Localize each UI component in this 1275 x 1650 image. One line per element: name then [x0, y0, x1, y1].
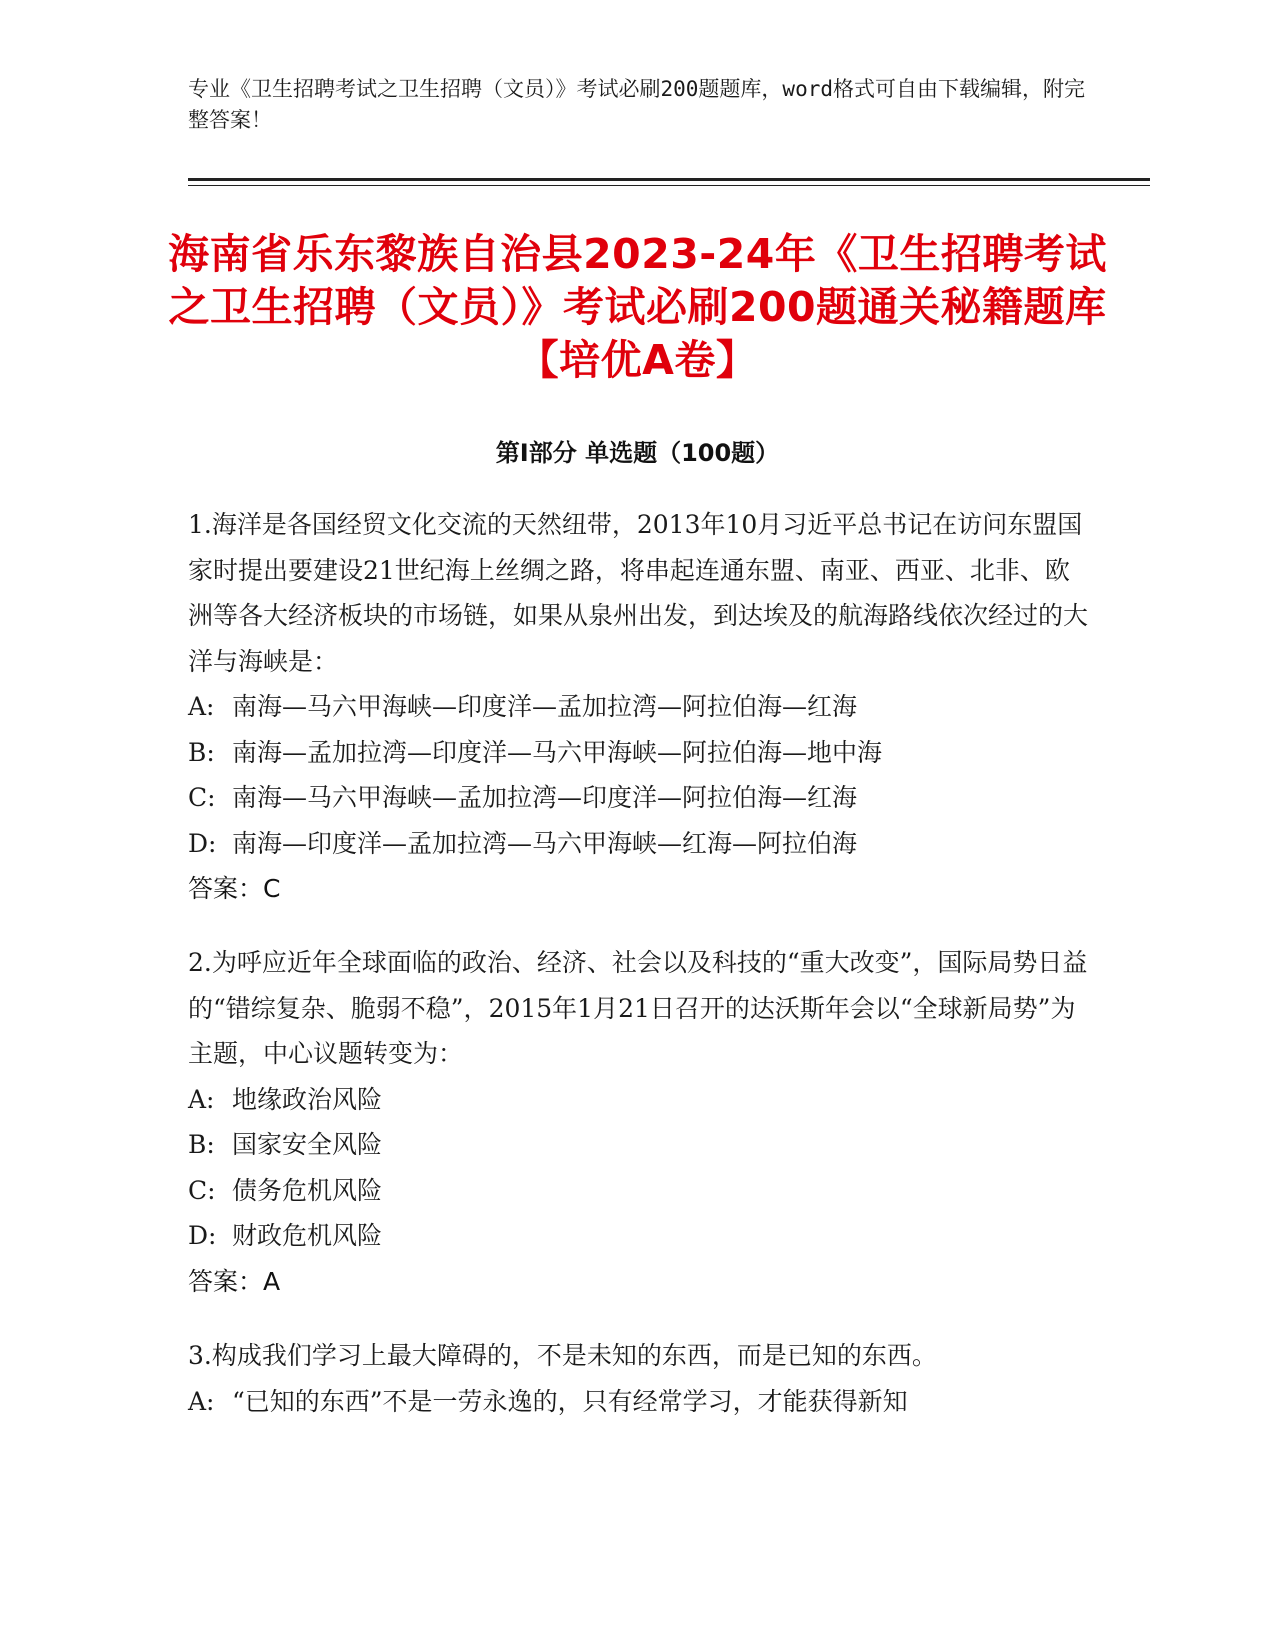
option-letter: C: — [188, 783, 216, 812]
option-c — [188, 775, 1088, 821]
option-text: 南海—马六甲海峡—印度洋—孟加拉湾—阿拉伯海—红海 — [232, 692, 858, 721]
question-stem: 3.构成我们学习上最大障碍的，不是未知的东西，而是已知的东西。 — [188, 1341, 937, 1370]
option-c — [188, 1168, 1088, 1214]
section-title: 第Ⅰ部分 单选题（100题） — [495, 439, 780, 467]
answer-line: 答案：C — [188, 874, 281, 903]
question-2 — [188, 940, 1088, 1304]
header-note: 专业《卫生招聘考试之卫生招聘（文员）》考试必刷200题题库，word格式可自由下载编辑，附完整答案！ — [188, 77, 1085, 132]
answer-line: 答案：A — [188, 1266, 281, 1296]
option-text: 南海—马六甲海峡—孟加拉湾—印度洋—阿拉伯海—红海 — [232, 783, 858, 812]
question-3 — [188, 1333, 1088, 1424]
header-divider-thick — [188, 178, 1150, 181]
option-letter: B: — [188, 737, 215, 767]
option-text: 南海—孟加拉湾—印度洋—马六甲海峡—阿拉伯海—地中海 — [232, 737, 883, 767]
option-text: 国家安全风险 — [232, 1130, 383, 1159]
option-letter: C: — [188, 1175, 216, 1205]
option-text: 南海—印度洋—孟加拉湾—马六甲海峡—红海—阿拉伯海 — [232, 828, 858, 858]
header-divider-thin — [188, 185, 1150, 186]
option-a — [188, 1379, 1088, 1425]
option-letter: D: — [188, 828, 217, 858]
option-letter: A: — [188, 1386, 215, 1416]
option-text: 地缘政治风险 — [232, 1084, 383, 1114]
option-d — [188, 1213, 1088, 1259]
option-a — [188, 1077, 1088, 1123]
question-1 — [188, 502, 1088, 912]
option-text: 财政危机风险 — [232, 1221, 383, 1250]
option-text: “已知的东西”不是一劳永逸的，只有经常学习，才能获得新知 — [232, 1386, 908, 1416]
option-letter: D: — [188, 1221, 217, 1250]
option-d — [188, 821, 1088, 867]
question-stem: 2.为呼应近年全球面临的政治、经济、社会以及科技的“重大改变”，国际局势日益的“错综复杂、脆弱不稳”，2015年1月21日召开的达沃斯年会以“全球新局势”为主题，中心议题转变为： — [188, 948, 1088, 1068]
option-text: 债务危机风险 — [232, 1175, 383, 1205]
option-letter: A: — [188, 1084, 215, 1114]
question-stem: 1.海洋是各国经贸文化交流的天然纽带，2013年10月习近平总书记在访问东盟国家时提出要建设21世纪海上丝绸之路，将串起连通东盟、南亚、西亚、北非、欧洲等各大经济板块的市场链，如果从泉州出发，到达埃及的航海路线依次经过的大洋与海峡是： — [188, 510, 1089, 676]
option-a — [188, 684, 1088, 730]
option-b — [188, 1122, 1088, 1168]
option-letter: A: — [188, 692, 215, 721]
document-title: 海南省乐东黎族自治县2023-24年《卫生招聘考试之卫生招聘（文员）》考试必刷200题通关秘籍题库【培优A卷】 — [168, 230, 1107, 384]
option-b — [188, 730, 1088, 776]
option-letter: B: — [188, 1130, 215, 1159]
